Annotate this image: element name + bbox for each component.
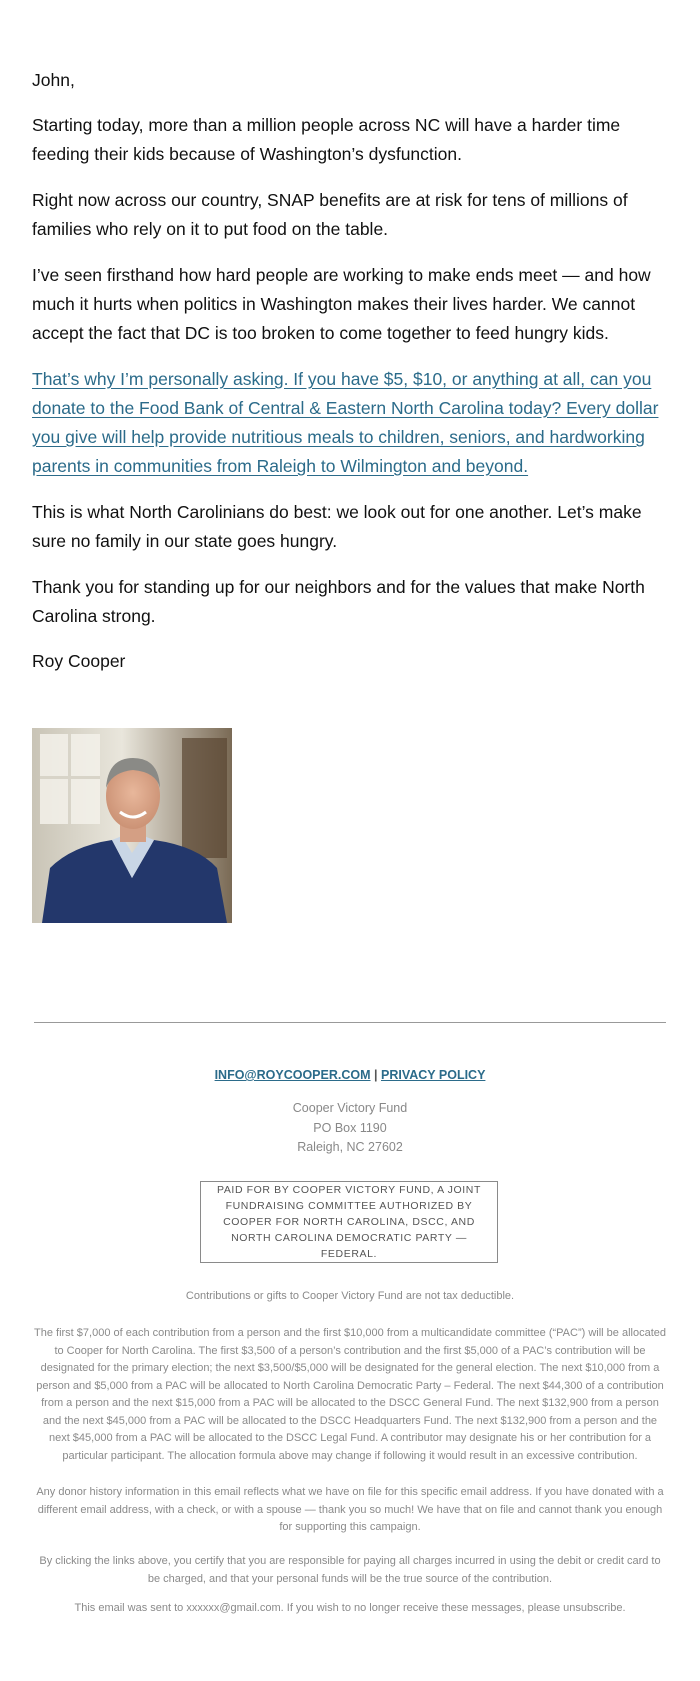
roy-cooper-photo xyxy=(32,728,232,923)
paid-for-disclaimer xyxy=(200,1181,498,1263)
address-line-2: PO Box 1190 xyxy=(313,1120,387,1135)
paragraph-3: I’ve seen firsthand how hard people are working to make ends meet — and how much it hurts when politics in Washington makes their lives harder. We cannot accept the fact that DC is too broken to come together to feed hungry kids. xyxy=(32,265,651,343)
greeting: John, xyxy=(32,70,75,90)
paragraph-4: This is what North Carolinians do best: we look out for one another. Let’s make sure no family in our state goes hungry. xyxy=(32,502,642,551)
mailing-address xyxy=(32,1099,668,1158)
allocation-disclaimer: The first $7,000 of each contribution from a person and the first $10,000 from a multicandidate committee (“PAC”) will be allocated to Cooper for North Carolina. The first $3,500 of a person’s contribution and the first $5,000 of a PAC’s contribution will be designated for the primary election; the next $3,500/$5,000 will be designated for the general election. The next $10,000 from a person and $5,000 from a PAC will be allocated to North Carolina Democratic Party – Federal. The next $44,300 of a contribution from a person and the next $15,000 from a PAC will be allocated to the DSCC General Fund. The next $132,900 from a person and the next $45,000 from a PAC will be allocated to the DSCC Headquarters Fund. The next $132,900 from a person and the next $45,000 from a PAC will be allocated to the DSCC Legal Fund. A contributor may designate his or her contribution for a particular participant. The allocation formula above may change if following it would result in an excessive contribution. xyxy=(34,1327,666,1462)
privacy-policy-link[interactable]: PRIVACY POLICY xyxy=(381,1068,486,1082)
sent-to-note: This email was sent to xxxxxx@gmail.com. If you wish to no longer receive these messages, please unsubscribe. xyxy=(74,1602,626,1614)
paragraph-5: Thank you for standing up for our neighbors and for the values that make North Carolina strong. xyxy=(32,577,645,626)
footer-links xyxy=(32,1068,668,1082)
tax-note: Contributions or gifts to Cooper Victory Fund are not tax deductible. xyxy=(185,1290,515,1302)
footer-divider xyxy=(34,1022,666,1023)
signature: Roy Cooper xyxy=(32,651,126,671)
donate-link[interactable]: That’s why I’m personally asking. If you have $5, $10, or anything at all, can you donate to the Food Bank of Central & Eastern North Carolina today? Every dollar you give will help provide nutritious meals to children, seniors, and hardworking parents in communities from Raleigh to Wilmington and beyond. xyxy=(32,369,659,476)
paragraph-1: Starting today, more than a million people across NC will have a harder time feeding their kids because of Washington’s dysfunction. xyxy=(32,115,621,164)
address-line-1: Cooper Victory Fund xyxy=(292,1101,408,1115)
link-separator: | xyxy=(374,1068,378,1082)
letter-body xyxy=(32,66,672,676)
address-line-3: Raleigh, NC 27602 xyxy=(297,1140,403,1154)
certification-note: By clicking the links above, you certify that you are responsible for paying all charges incurred in using the debit or credit card to be charged, and that your personal funds will be the true source of the contribution. xyxy=(39,1555,661,1585)
paragraph-2: Right now across our country, SNAP benefits are at risk for tens of millions of families who rely on it to put food on the table. xyxy=(32,190,628,239)
paid-for-text: PAID FOR BY COOPER VICTORY FUND, A JOINT FUNDRAISING COMMITTEE AUTHORIZED BY COOPER FOR NORTH CAROLINA, DSCC, AND NORTH CAROLINA DEMOCRATIC PARTY — FEDERAL. xyxy=(217,1184,481,1260)
donor-history-note: Any donor history information in this email reflects what we have on file for this specific email address. If you have donated with a different email address, with a check, or with a spouse — thank you so much! We have that on file and cannot thank you enough for supporting this campaign. xyxy=(36,1486,664,1533)
email-link[interactable]: INFO@ROYCOOPER.COM xyxy=(214,1068,371,1082)
